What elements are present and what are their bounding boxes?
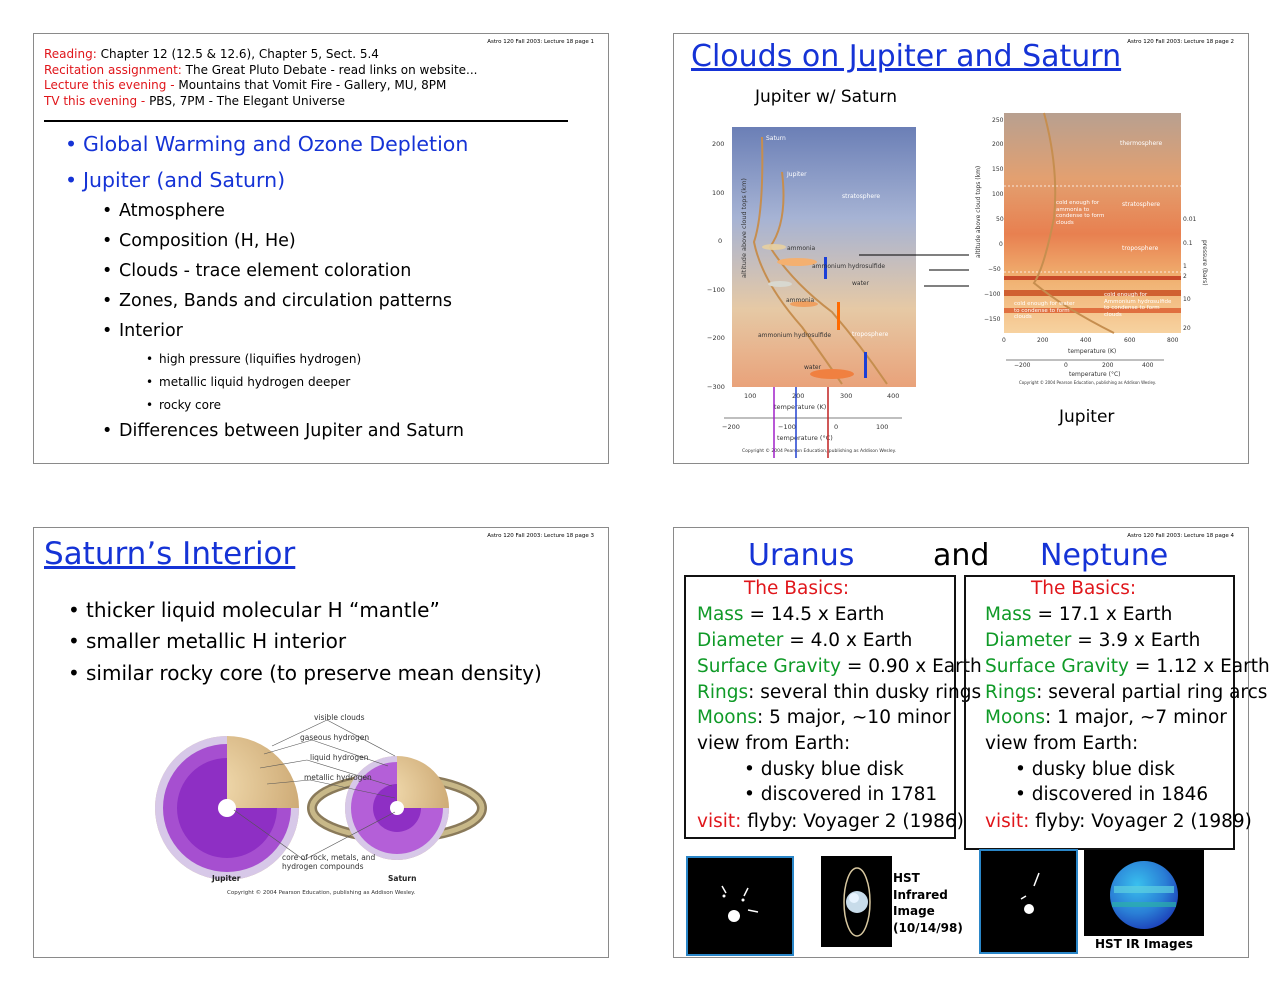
label: Mass	[697, 604, 744, 625]
label-cold-ammonia: cold enough for ammonia to condense to form clouds	[1056, 200, 1105, 226]
neptune-diameter	[985, 630, 1200, 651]
slide-4	[673, 527, 1270, 958]
hst-caption-line: Infrared	[893, 887, 948, 902]
value: = 14.5 x Earth	[743, 604, 885, 625]
slide-1	[33, 33, 609, 464]
value: = 3.9 x Earth	[1071, 630, 1201, 651]
label: visit:	[697, 811, 742, 832]
label: visit:	[985, 811, 1030, 832]
neptune-rings	[985, 682, 1267, 703]
left-caption: Jupiter w/ Saturn	[755, 87, 897, 107]
x-tick-c: 400	[1142, 362, 1154, 369]
page-label: Astro 120 Fall 2003: Lecture 18 page 1	[487, 39, 594, 45]
slide-2	[673, 33, 1249, 464]
label-stratosphere: stratosphere	[1122, 201, 1161, 208]
label-gaseous-hydrogen: gaseous hydrogen	[300, 733, 370, 742]
pressure-tick: 10	[1183, 296, 1191, 303]
page-label: Astro 120 Fall 2003: Lecture 18 page 4	[1127, 533, 1234, 539]
y-tick: 100	[712, 189, 725, 197]
divider	[44, 120, 568, 122]
connector-lines	[834, 244, 994, 304]
uranus-diameter	[697, 630, 912, 651]
label-cold-water: cold enough for water to condense to form clouds	[1014, 301, 1075, 320]
value: = 1.12 x Earth	[1128, 656, 1270, 677]
info-text: The Great Pluto Debate - read links on website...	[181, 62, 478, 77]
label: Surface Gravity	[697, 656, 841, 677]
neptune-view-1: • dusky blue disk	[1015, 759, 1175, 780]
pressure-tick: 2	[1183, 273, 1187, 280]
label-core: core of rock, metals, and hydrogen compounds	[282, 853, 376, 871]
value: : several thin dusky rings	[748, 682, 982, 703]
page-label: Astro 120 Fall 2003: Lecture 18 page 3	[487, 533, 594, 539]
x-label-c: temperature (°C)	[777, 434, 833, 442]
uranus-moons	[697, 707, 951, 728]
value: flyby: Voyager 2 (1989)	[1029, 811, 1252, 832]
subtopic-differences: • Differences between Jupiter and Saturn	[119, 421, 464, 441]
uranus-visit	[697, 811, 964, 832]
interior-point-core: • rocky core	[159, 398, 221, 412]
value: = 4.0 x Earth	[783, 630, 913, 651]
y-tick: −200	[707, 334, 725, 342]
right-copyright: Copyright © 2004 Pearson Education, publishing as Addison Wesley.	[1019, 380, 1156, 385]
value: = 0.90 x Earth	[840, 656, 982, 677]
y-tick: 200	[992, 141, 1004, 148]
info-text: Mountains that Vomit Fire - Gallery, MU, 8PM	[178, 78, 447, 92]
label-ammonium-hydrosulfide: ammonium hydrosulfide	[758, 332, 832, 339]
neptune-visit	[985, 811, 1252, 832]
right-atmosphere-chart	[974, 108, 1209, 398]
label-metallic-hydrogen: metallic hydrogen	[304, 773, 372, 782]
info-tv	[44, 94, 345, 110]
right-caption: Jupiter	[1059, 407, 1115, 427]
neptune-gravity	[985, 656, 1270, 677]
title-and: and	[933, 538, 990, 573]
x-tick-k: 100	[744, 392, 757, 400]
bullet-rocky-core: • similar rocky core (to preserve mean density)	[86, 661, 542, 685]
label-saturn: Saturn	[766, 135, 786, 142]
slide-title: Clouds on Jupiter and Saturn	[691, 39, 1122, 74]
title-uranus: Uranus	[748, 538, 855, 573]
info-reading	[44, 47, 379, 63]
label: Rings	[985, 682, 1037, 703]
label: Rings	[697, 682, 749, 703]
diagram-copyright: Copyright © 2004 Pearson Education, publishing as Addison Wesley.	[227, 890, 416, 896]
topic-global-warming: • Global Warming and Ozone Depletion	[83, 132, 468, 156]
uranus-view-1: • dusky blue disk	[744, 759, 904, 780]
pressure-tick: 20	[1183, 325, 1191, 332]
hst-ir-caption: HST IR Images	[1095, 937, 1193, 951]
slide-title: Saturn’s Interior	[44, 536, 296, 572]
x-tick-c: 200	[1102, 362, 1114, 369]
subtopic-atmosphere: • Atmosphere	[119, 201, 225, 221]
label: Mass	[985, 604, 1032, 625]
uranus-rings	[697, 682, 981, 703]
bullet-smaller-metallic: • smaller metallic H interior	[86, 629, 346, 653]
y-tick: 100	[992, 191, 1004, 198]
hst-caption	[893, 870, 963, 936]
x-tick-k: 300	[840, 392, 853, 400]
neptune-moons	[985, 707, 1227, 728]
y-tick: 0	[718, 237, 723, 245]
x-tick-c: 0	[834, 423, 839, 431]
hst-caption-line: HST	[893, 871, 920, 885]
label-cold-ammonium-hydrosulfide: cold enough for Ammonium hydrosulfide to condense to form clouds	[1104, 292, 1172, 318]
x-tick-k: 400	[1080, 337, 1092, 344]
label-jupiter: Jupiter	[787, 171, 807, 178]
info-label: TV this evening -	[44, 93, 150, 108]
neptune-view: view from Earth:	[985, 733, 1139, 754]
hst-caption-line: (10/14/98)	[893, 920, 963, 935]
label-water: water	[804, 364, 822, 371]
y-tick: −100	[707, 286, 725, 294]
label-saturn: Saturn	[388, 874, 417, 883]
x-tick-c: −200	[1014, 362, 1031, 369]
pressure-label: pressure (bars)	[1201, 240, 1208, 286]
label-water: water	[852, 280, 870, 287]
value: = 17.1 x Earth	[1031, 604, 1173, 625]
y-tick: 50	[996, 216, 1004, 223]
value: flyby: Voyager 2 (1986)	[741, 811, 964, 832]
x-tick-k: 200	[792, 392, 805, 400]
label: Surface Gravity	[985, 656, 1129, 677]
label-ammonia: ammonia	[787, 245, 816, 252]
uranus-hst-infrared-image	[821, 856, 892, 947]
pressure-tick: 0.01	[1183, 216, 1197, 223]
x-tick-c: 100	[876, 423, 889, 431]
y-tick: −300	[707, 383, 725, 391]
neptune-hst-ir-images	[1084, 850, 1204, 936]
info-label: Reading:	[44, 47, 97, 61]
x-tick-k: 600	[1124, 337, 1136, 344]
right-ylabel: altitude above cloud tops (km)	[975, 165, 982, 258]
label-stratosphere: stratosphere	[842, 193, 881, 200]
interior-point-pressure: • high pressure (liquifies hydrogen)	[159, 352, 361, 366]
pressure-tick: 0.1	[1183, 240, 1193, 247]
uranus-moons-image	[686, 856, 794, 956]
neptune-view-2: • discovered in 1846	[1015, 784, 1209, 805]
label: Moons	[697, 707, 757, 728]
y-tick: 200	[712, 140, 725, 148]
x-tick-k: 200	[1037, 337, 1049, 344]
label-ammonium-hydrosulfide: ammonium hydrosulfide	[812, 263, 886, 270]
label-visible-clouds: visible clouds	[314, 713, 365, 722]
subtopic-clouds: • Clouds - trace element coloration	[119, 261, 411, 281]
uranus-view-2: • discovered in 1781	[744, 784, 938, 805]
value: : 1 major, ~7 minor	[1044, 707, 1227, 728]
value: : several partial ring arcs	[1036, 682, 1268, 703]
subtopic-composition: • Composition (H, He)	[119, 231, 296, 251]
left-copyright: Copyright © 2004 Pearson Education, publishing as Addison Wesley.	[742, 449, 897, 454]
y-tick: 250	[992, 117, 1004, 124]
interior-point-metallic: • metallic liquid hydrogen deeper	[159, 375, 350, 389]
x-tick-c: 0	[1064, 362, 1068, 369]
label-troposphere: troposphere	[852, 331, 889, 338]
info-text: PBS, 7PM - The Elegant Universe	[149, 93, 346, 108]
subtopic-interior: • Interior	[119, 321, 183, 341]
topic-jupiter: • Jupiter (and Saturn)	[83, 168, 285, 192]
left-ylabel: altitude above cloud tops (km)	[740, 178, 748, 278]
bullet-thicker-mantle: • thicker liquid molecular H “mantle”	[86, 598, 440, 622]
x-tick-k: 400	[887, 392, 900, 400]
info-recitation	[44, 63, 477, 79]
hst-caption-line: Image	[893, 904, 935, 918]
uranus-basics: The Basics:	[744, 578, 850, 599]
x-tick-k: 800	[1167, 337, 1179, 344]
label-liquid-hydrogen: liquid hydrogen	[310, 753, 369, 762]
x-label-k: temperature (K)	[774, 403, 827, 411]
pressure-tick: 1	[1183, 263, 1187, 270]
page-label: Astro 120 Fall 2003: Lecture 18 page 2	[1127, 39, 1234, 45]
info-label: Lecture this evening -	[44, 78, 179, 92]
value: : 5 major, ~10 minor	[756, 707, 951, 728]
neptune-moons-image	[979, 849, 1078, 954]
x-tick-k: 0	[1002, 337, 1006, 344]
label: Moons	[985, 707, 1045, 728]
label-troposphere: troposphere	[1122, 245, 1159, 252]
y-tick: −150	[984, 316, 1001, 323]
info-lecture	[44, 78, 446, 94]
x-label-c: temperature (°C)	[1069, 371, 1121, 378]
subtopic-zones: • Zones, Bands and circulation patterns	[119, 291, 452, 311]
y-tick: −100	[984, 291, 1001, 298]
interior-diagram	[152, 708, 482, 898]
label-jupiter: Jupiter	[212, 874, 241, 883]
label-ammonia: ammonia	[786, 297, 815, 304]
neptune-basics: The Basics:	[1031, 578, 1137, 599]
x-tick-c: −200	[722, 423, 740, 431]
y-tick: 0	[999, 241, 1003, 248]
label-thermosphere: thermosphere	[1120, 140, 1163, 147]
y-tick: −50	[988, 266, 1001, 273]
uranus-gravity	[697, 656, 982, 677]
x-tick-c: −100	[778, 423, 796, 431]
label: Diameter	[985, 630, 1072, 651]
neptune-mass	[985, 604, 1172, 625]
title-neptune: Neptune	[1040, 538, 1169, 573]
info-text: Chapter 12 (12.5 & 12.6), Chapter 5, Sect. 5.4	[96, 47, 379, 61]
y-tick: 150	[992, 166, 1004, 173]
x-label-k: temperature (K)	[1068, 348, 1117, 355]
slide-3	[33, 527, 609, 958]
uranus-view: view from Earth:	[697, 733, 851, 754]
label: Diameter	[697, 630, 784, 651]
uranus-mass	[697, 604, 884, 625]
info-label: Recitation assignment:	[44, 62, 182, 77]
